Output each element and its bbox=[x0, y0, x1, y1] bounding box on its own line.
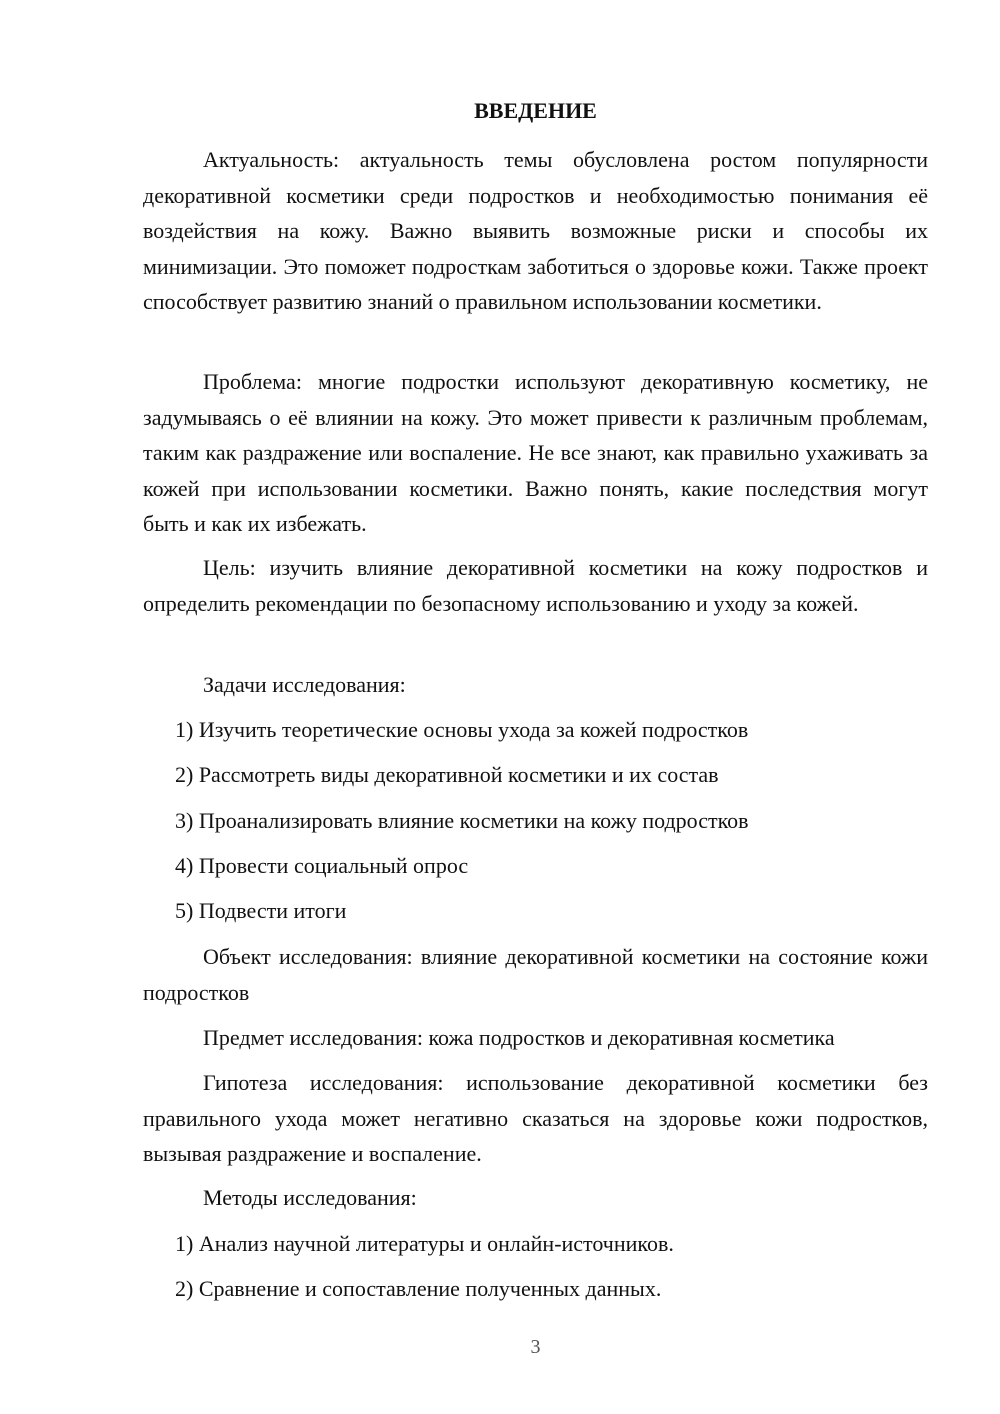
page-number: 3 bbox=[530, 1336, 541, 1358]
task-item-4: 4) Провести социальный опрос bbox=[175, 853, 469, 878]
task-item-5: 5) Подвести итоги bbox=[175, 898, 347, 923]
task-item-3: 3) Проанализировать влияние косметики на кожу подростков bbox=[175, 808, 749, 833]
subject-paragraph: Предмет исследования: кожа подростков и декоративная косметика bbox=[203, 1025, 835, 1050]
tasks-heading: Задачи исследования: bbox=[203, 672, 406, 697]
relevance-paragraph: Актуальность: актуальность темы обусловлена ростом популярности декоративной косметики среди подростков и необходимостью понимания её воздействия на кожу. Важно выявить возможные риски и способы их минимизации. Это поможет подросткам заботиться о здоровье кожи. Также проект способствует развитию знаний о правильном использовании косметики. bbox=[143, 147, 928, 314]
goal-paragraph: Цель: изучить влияние декоративной косметики на кожу подростков и определить рекомендации по безопасному использованию и уходу за кожей. bbox=[143, 555, 928, 616]
task-item-1: 1) Изучить теоретические основы ухода за кожей подростков bbox=[175, 717, 749, 742]
task-item-2: 2) Рассмотреть виды декоративной косметики и их состав bbox=[175, 762, 719, 787]
methods-heading: Методы исследования: bbox=[203, 1185, 417, 1210]
problem-paragraph: Проблема: многие подростки используют декоративную косметику, не задумываясь о её влиянии на кожу. Это может привести к различным проблемам, таким как раздражение или воспаление. Не все знают, как правильно ухаживать за кожей при использовании косметики. Важно понять, какие последствия могут быть и как их избежать. bbox=[143, 369, 928, 536]
object-paragraph: Объект исследования: влияние декоративной косметики на состояние кожи подростков bbox=[143, 944, 928, 1005]
method-item-2: 2) Сравнение и сопоставление полученных данных. bbox=[175, 1276, 662, 1301]
method-item-1: 1) Анализ научной литературы и онлайн-источников. bbox=[175, 1231, 674, 1256]
section-title: ВВЕДЕНИЕ bbox=[474, 98, 597, 123]
hypothesis-paragraph: Гипотеза исследования: использование декоративной косметики без правильного ухода может негативно сказаться на здоровье кожи подростков, вызывая раздражение и воспаление. bbox=[143, 1070, 928, 1166]
